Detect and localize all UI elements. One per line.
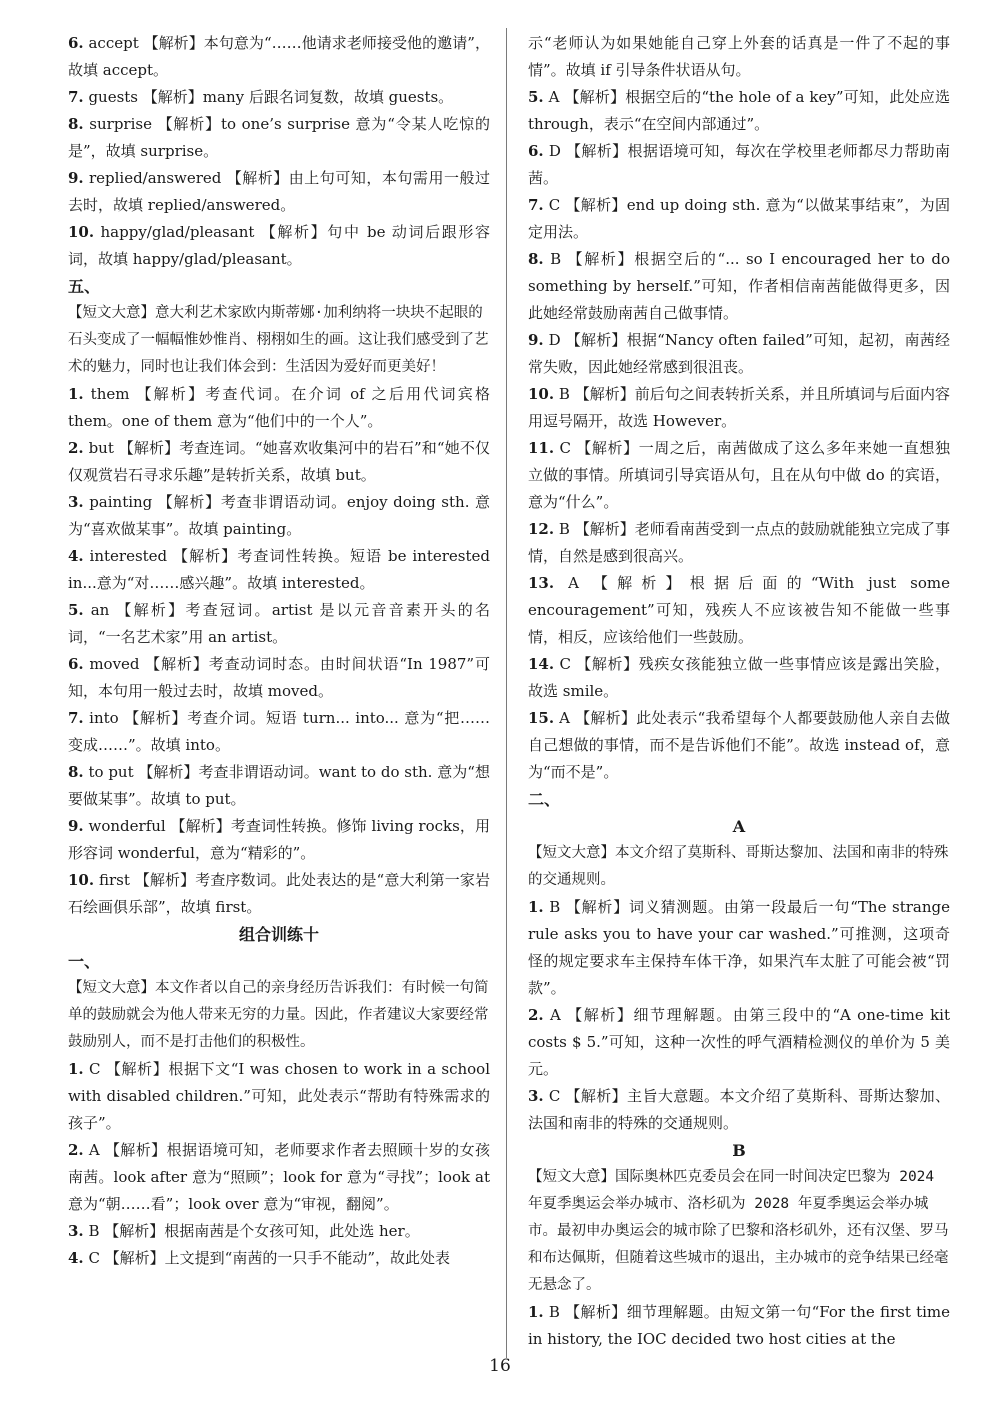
question-number: 1. [528,1303,544,1321]
answer-text: D 【解析】根据语境可知，每次在学校里老师都尽力帮助南茜。 [528,142,950,187]
answer-entry [68,1137,490,1218]
answer-entry [528,1002,950,1083]
answer-entry [68,381,490,435]
answer-entry [528,84,950,138]
question-number: 7. [68,88,84,106]
question-number: 2. [528,1006,544,1024]
answer-entry [68,165,490,219]
answer-entry [68,759,490,813]
answer-text: A 【解析】根据后面的“With just some encouragement”可知，残疾人不应该被告知不能做一些事情，相反，应该给他们一些鼓励。 [528,574,950,646]
question-number: 9. [528,331,544,349]
answer-text: A 【解析】细节理解题。由第三段中的“A one-time kit costs $ 5.”可知，这种一次性的呼气酒精检测仪的单价为 5 美元。 [528,1006,950,1078]
answer-text: C 【解析】残疾女孩能独立做一些事情应该是露出笑脸，故选 smile。 [528,655,950,700]
section-title: 组合训练十 [238,925,319,944]
answer-text: but 【解析】考查连词。“她喜欢收集河中的岩石”和“她不仅仅观赏岩石寻求乐趣”是转折关系，故填 but。 [68,439,490,484]
answer-text: C 【解析】根据下文“I was chosen to work in a school with disabled children.”可知，此处表示“帮助有特殊需求的孩子”。 [68,1060,490,1132]
answer-text: surprise 【解析】to one’s surprise 意为“令某人吃惊的是”，故填 surprise。 [68,115,490,160]
answer-entry [68,489,490,543]
section-heading: 一、 [68,952,101,971]
answer-text: B 【解析】前后句之间表转折关系，并且所填词与后面内容用逗号隔开，故选 However。 [528,385,950,430]
question-number: 2. [68,439,84,457]
answer-text: B 【解析】词义猜测题。由第一段最后一句“The strange rule asks you to have your car washed.”可推测，这项奇怪的规定要求车主保持车体干净，如果汽车太脏了可能会被“罚款”。 [528,898,950,997]
question-number: 3. [68,1222,84,1240]
answer-entry [68,867,490,921]
answer-text: C 【解析】主旨大意题。本文介绍了莫斯科、哥斯达黎加、法国和南非的特殊的交通规则。 [528,1087,950,1132]
answer-entry [528,381,950,435]
left-column [68,30,490,1272]
question-number: 10. [68,871,95,889]
answer-text: happy/glad/pleasant 【解析】句中 be 动词后跟形容词，故填 happy/glad/pleasant。 [68,223,490,268]
answer-entry [68,651,490,705]
answer-entry [68,1218,490,1245]
answer-entry [68,84,490,111]
question-number: 1. [68,1060,84,1078]
answer-entry [68,1056,490,1137]
question-number: 8. [68,115,84,133]
answer-text: them 【解析】考查代词。在介词 of 之后用代词宾格 them。one of them 意为“他们中的一个人”。 [68,385,490,430]
answer-text: painting 【解析】考查非谓语动词。enjoy doing sth. 意为“喜欢做某事”。故填 painting。 [68,493,490,538]
answer-entry [528,516,950,570]
question-number: 4. [68,1249,84,1267]
answer-entry [528,651,950,705]
answer-entry [528,246,950,327]
column-divider [506,28,507,1358]
answer-entry [528,30,950,84]
answer-text: to put 【解析】考查非谓语动词。want to do sth. 意为“想要做某事”。故填 to put。 [68,763,490,808]
answer-text: B 【解析】根据南茜是个女孩可知，此处选 her。 [83,1222,420,1240]
section-heading: 二、 [528,790,561,809]
answer-text: replied/answered 【解析】由上句可知，本句需用一般过去时，故填 replied/answered。 [68,169,490,214]
question-number: 3. [528,1087,544,1105]
question-number: 10. [68,223,95,241]
answer-entry [68,435,490,489]
answer-text: A 【解析】根据语境可知，老师要求作者去照顾十岁的女孩南茜。look after 意为“照顾”；look for 意为“寻找”；look at 意为“朝……看”；look over 意为“审视，翻阅”。 [68,1141,490,1213]
answer-text: B 【解析】老师看南茜受到一点点的鼓励就能独立完成了事情，自然是感到很高兴。 [528,520,950,565]
question-number: 8. [528,250,544,268]
answer-text: C 【解析】上文提到“南茜的一只手不能动”，故此处表 [83,1249,451,1267]
question-number: 8. [68,763,84,781]
question-number: 7. [528,196,544,214]
answer-entry [528,1083,950,1137]
question-number: 5. [68,601,84,619]
question-number: 6. [68,34,84,52]
answer-text: first 【解析】考查序数词。此处表达的是“意大利第一家岩石绘画俱乐部”，故填 first。 [68,871,490,916]
answer-entry [68,1245,490,1272]
answer-text: guests 【解析】many 后跟名词复数，故填 guests。 [83,88,454,106]
answer-entry [528,570,950,651]
question-number: 1. [528,898,544,916]
question-number: 9. [68,817,84,835]
answer-entry [68,219,490,273]
right-column [528,30,950,1353]
answer-entry [528,705,950,786]
answer-entry [68,705,490,759]
answer-text: moved 【解析】考查动词时态。由时间状语“In 1987”可知，本句用一般过去时，故填 moved。 [68,655,490,700]
question-number: 4. [68,547,84,565]
answer-entry [68,30,490,84]
answer-text: D 【解析】根据“Nancy often failed”可知，起初，南茜经常失败，因此她经常感到很沮丧。 [528,331,950,376]
answer-entry [68,597,490,651]
passage-summary: 【短文大意】本文介绍了莫斯科、哥斯达黎加、法国和南非的特殊的交通规则。 [528,845,949,888]
question-number: 6. [68,655,84,673]
question-number: 7. [68,709,84,727]
answer-text: accept 【解析】本句意为“……他请求老师接受他的邀请”，故填 accept。 [68,34,490,79]
answer-text: an 【解析】考查冠词。artist 是以元音音素开头的名词，“一名艺术家”用 an artist。 [68,601,490,646]
answer-text: C 【解析】end up doing sth. 意为“以做某事结束”，为固定用法。 [528,196,950,241]
answer-text: interested 【解析】考查词性转换。短语 be interested in...意为“对……感兴趣”。故填 interested。 [68,547,490,592]
question-number: 10. [528,385,555,403]
answer-entry [528,894,950,1002]
question-number: 11. [528,439,555,457]
answer-entry [68,813,490,867]
passage-summary: 【短文大意】本文作者以自己的亲身经历告诉我们：有时候一句简单的鼓励就会为他人带来无穷的力量。因此，作者建议大家要经常鼓励别人，而不是打击他们的积极性。 [68,980,489,1050]
question-number: 15. [528,709,555,727]
answer-text: C 【解析】一周之后，南茜做成了这么多年来她一直想独立做的事情。所填词引导宾语从句，且在从句中做 do 的宾语，意为“什么”。 [528,439,950,511]
question-number: 1. [68,385,84,403]
question-number: 13. [528,574,555,592]
answer-text: 示“老师认为如果她能自己穿上外套的话真是一件了不起的事情”。故填 if 引导条件状语从句。 [528,34,950,79]
answer-text: A 【解析】根据空后的“the hole of a key”可知，此处应选 through，表示“在空间内部通过”。 [528,88,950,133]
question-number: 6. [528,142,544,160]
answer-entry [528,192,950,246]
passage-summary: 【短文大意】国际奥林匹克委员会在同一时间决定巴黎为 2024 年夏季奥运会举办城市、洛杉矶为 2028 年夏季奥运会举办城市。最初申办奥运会的城市除了巴黎和洛杉矶外，还有汉堡、罗马和布达佩斯，但随着这些城市的退出，主办城市的竞争结果已经毫无悬念了。 [528,1169,949,1293]
question-number: 3. [68,493,84,511]
answer-text: A 【解析】此处表示“我希望每个人都要鼓励他人亲自去做自己想做的事情，而不是告诉他们不能”。故选 instead of，意为“而不是”。 [528,709,950,781]
question-number: 5. [528,88,544,106]
answer-entry [528,138,950,192]
answer-text: B 【解析】根据空后的“... so I encouraged her to do something by herself.”可知，作者相信南茜能做得更多，因此她经常鼓励南茜自己做事情。 [528,250,950,322]
section-heading: 五、 [68,277,101,296]
answer-text: into 【解析】考查介词。短语 turn... into... 意为“把……变成……”。故填 into。 [68,709,490,754]
section-title: A [732,817,746,836]
passage-summary: 【短文大意】意大利艺术家欧内斯蒂娜·加利纳将一块块不起眼的石头变成了一幅幅惟妙惟肖、栩栩如生的画。这让我们感受到了艺术的魅力，同时也让我们体会到：生活因为爱好而更美好！ [68,305,489,375]
answer-text: wonderful 【解析】考查词性转换。修饰 living rocks，用形容词 wonderful，意为“精彩的”。 [68,817,490,862]
page-number: 16 [489,1356,511,1376]
answer-entry [528,1299,950,1353]
answer-entry [528,327,950,381]
answer-entry [68,111,490,165]
question-number: 14. [528,655,555,673]
answer-entry [528,435,950,516]
section-title: B [732,1141,746,1160]
question-number: 2. [68,1141,84,1159]
answer-text: B 【解析】细节理解题。由短文第一句“For the first time in history, the IOC decided two host cities at the [528,1303,950,1348]
question-number: 9. [68,169,84,187]
question-number: 12. [528,520,555,538]
answer-entry [68,543,490,597]
